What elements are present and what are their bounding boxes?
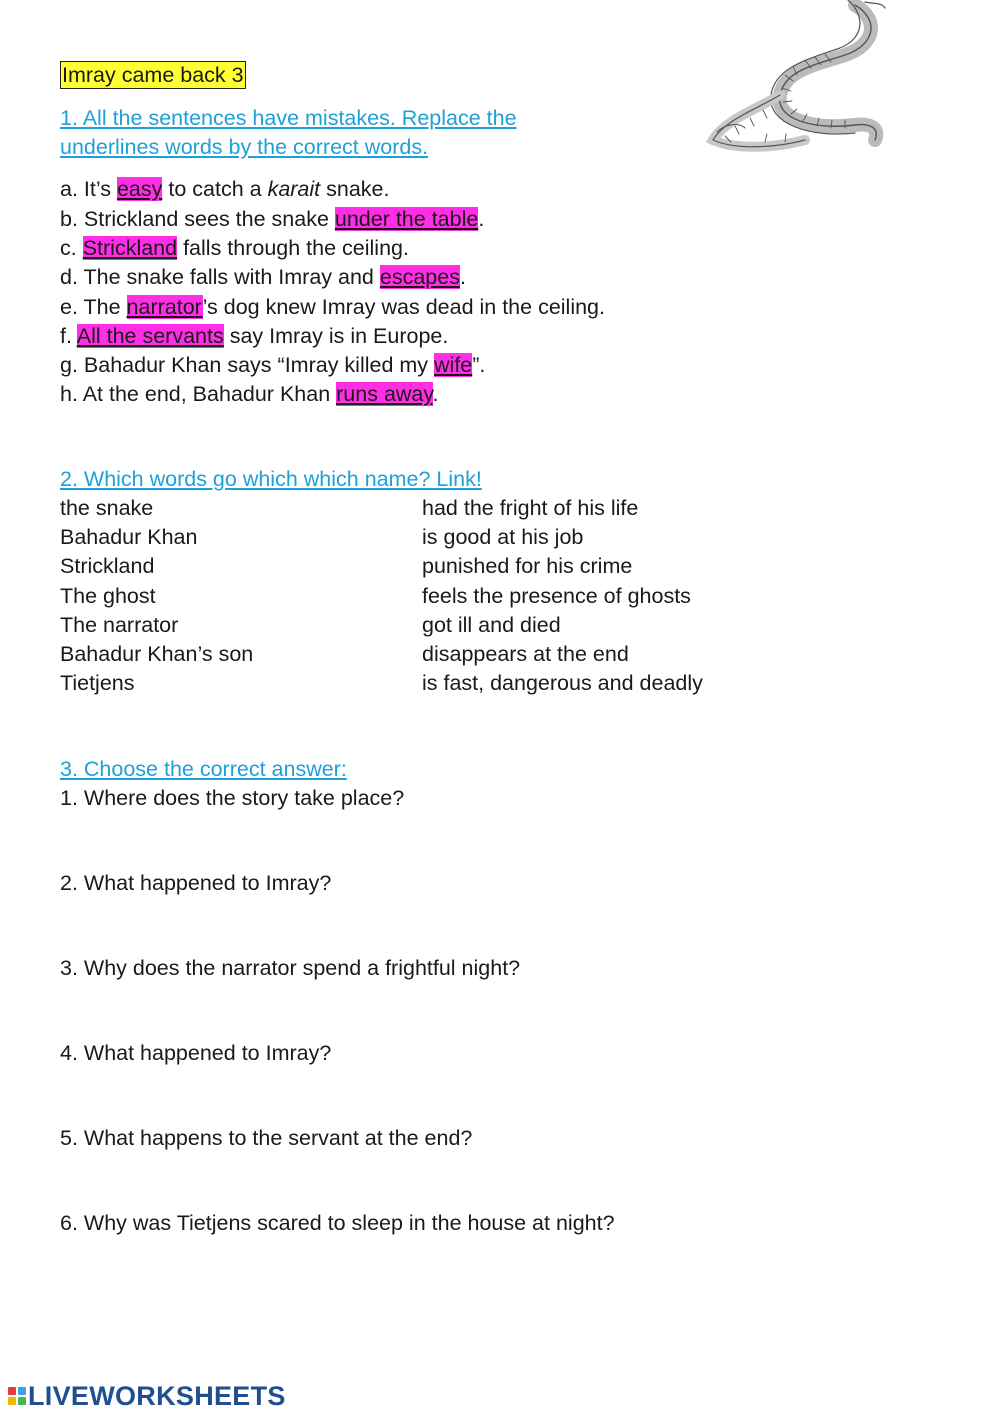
match-name[interactable]: Bahadur Khan — [60, 525, 198, 549]
blank-field[interactable]: escapes — [379, 265, 460, 289]
section2-heading: 2. Which words go which which name? Link! — [60, 467, 482, 491]
sentence-f: f. All the servants say Imray is in Europe. — [60, 324, 449, 348]
logo-text: LIVEWORKSHEETS — [28, 1381, 286, 1411]
match-phrase[interactable]: got ill and died — [422, 613, 561, 637]
sentence-g: g. Bahadur Khan says “Imray killed my wife”. — [60, 353, 486, 377]
match-phrase[interactable]: had the fright of his life — [422, 496, 639, 520]
match-phrase[interactable]: punished for his crime — [422, 554, 633, 578]
blank-field[interactable]: runs away — [336, 382, 433, 406]
section3-heading: 3. Choose the correct answer: — [60, 757, 347, 781]
sentence-e: e. The narrator’s dog knew Imray was dead in the ceiling. — [60, 295, 605, 319]
blank-field[interactable]: wife — [434, 353, 473, 377]
match-phrase[interactable]: disappears at the end — [422, 642, 629, 666]
match-phrase[interactable]: is good at his job — [422, 525, 584, 549]
question-5: 5. What happens to the servant at the end? — [60, 1126, 473, 1150]
sentence-d: d. The snake falls with Imray and escapes. — [60, 265, 466, 289]
question-4: 4. What happened to Imray? — [60, 1041, 332, 1065]
match-phrase[interactable]: is fast, dangerous and deadly — [422, 671, 703, 695]
question-6: 6. Why was Tietjens scared to sleep in the house at night? — [60, 1211, 615, 1235]
match-name[interactable]: The ghost — [60, 584, 156, 608]
logo-grid-icon — [8, 1387, 26, 1405]
blank-field[interactable]: All the servants — [76, 324, 224, 348]
section1-heading-line1: 1. All the sentences have mistakes. Replace the — [60, 106, 517, 130]
match-name[interactable]: the snake — [60, 496, 154, 520]
blank-field[interactable]: easy — [116, 177, 163, 201]
blank-field[interactable]: under the table — [334, 207, 479, 231]
question-2: 2. What happened to Imray? — [60, 871, 332, 895]
blank-field[interactable]: Strickland — [82, 236, 178, 260]
sentence-a: a. It’s easy to catch a karait snake. — [60, 177, 390, 201]
section1-heading-line2: underlines words by the correct words. — [60, 135, 429, 159]
liveworksheets-logo — [8, 1380, 286, 1412]
blank-field[interactable]: narrator — [126, 295, 203, 319]
snake-drawing-icon — [705, 0, 890, 155]
question-3: 3. Why does the narrator spend a frightful night? — [60, 956, 521, 980]
sentence-h: h. At the end, Bahadur Khan runs away. — [60, 382, 439, 406]
match-phrase[interactable]: feels the presence of ghosts — [422, 584, 691, 608]
sentence-c: c. Strickland falls through the ceiling. — [60, 236, 409, 260]
match-name[interactable]: Strickland — [60, 554, 155, 578]
question-1: 1. Where does the story take place? — [60, 786, 405, 810]
worksheet-title: Imray came back 3 — [62, 63, 244, 87]
match-name[interactable]: Bahadur Khan’s son — [60, 642, 254, 666]
sentence-b: b. Strickland sees the snake under the table. — [60, 207, 485, 231]
match-name[interactable]: The narrator — [60, 613, 179, 637]
match-name[interactable]: Tietjens — [60, 671, 135, 695]
